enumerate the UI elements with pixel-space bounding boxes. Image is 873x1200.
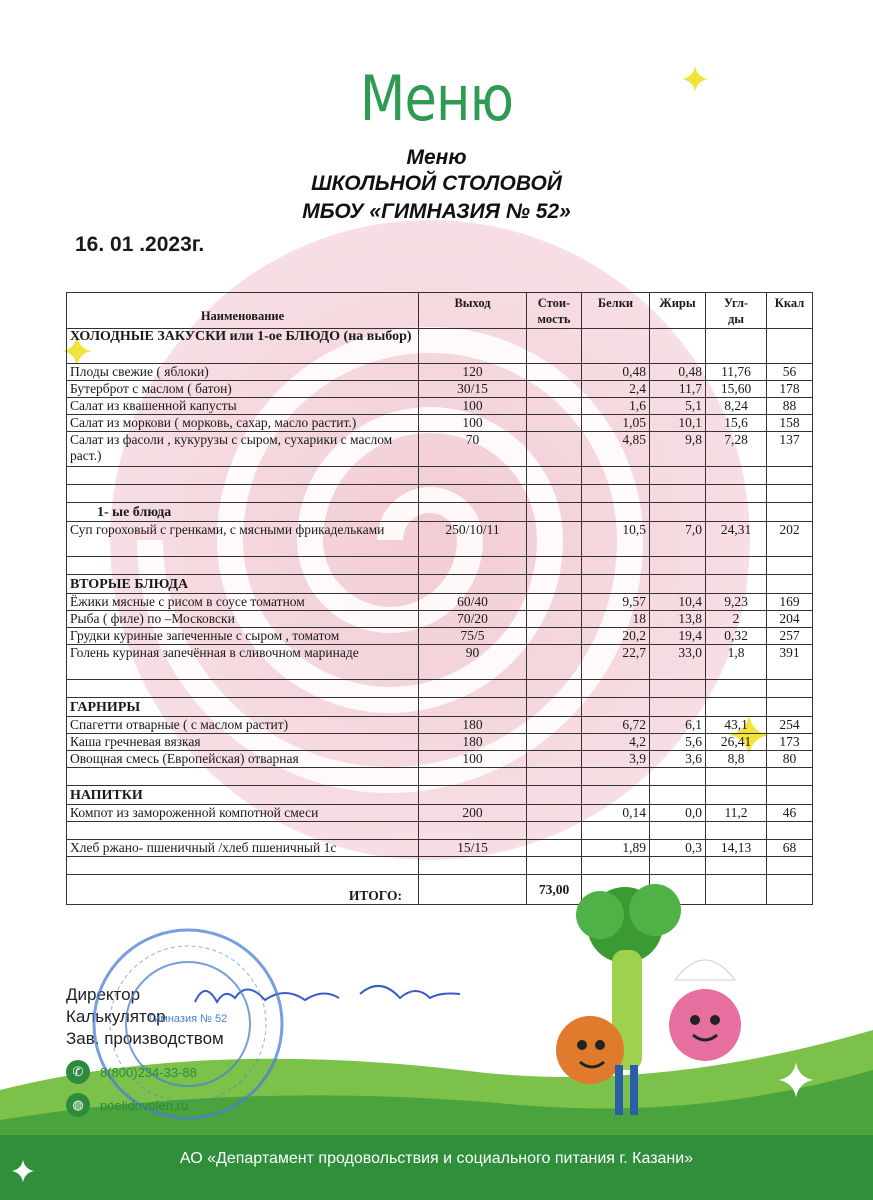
dish-kcal: 88 — [767, 398, 813, 415]
dish-output: 30/15 — [419, 381, 527, 398]
logo-title: Меню — [359, 62, 514, 135]
header-kcal: Ккал — [767, 293, 813, 329]
dish-protein: 4,2 — [582, 734, 650, 751]
label-manager: Зав. производством — [66, 1029, 224, 1048]
dish-kcal: 56 — [767, 364, 813, 381]
table-row — [67, 415, 813, 432]
dish-output: 250/10/11 — [419, 522, 527, 557]
table-row — [67, 398, 813, 415]
dish-output: 75/5 — [419, 628, 527, 645]
dish-output: 70/20 — [419, 611, 527, 628]
section-garnish: ГАРНИРЫ — [67, 698, 419, 717]
dish-fat: 0,3 — [650, 840, 706, 857]
dish-name: Хлеб ржано- пшеничный /хлеб пшеничный 1с — [67, 840, 419, 857]
dish-carb: 9,23 — [706, 594, 767, 611]
menu-table — [66, 292, 813, 905]
table-row — [67, 840, 813, 857]
dish-name: Плоды свежие ( яблоки) — [67, 364, 419, 381]
table-row — [67, 381, 813, 398]
dish-output: 100 — [419, 415, 527, 432]
section-first: 1- ые блюда — [67, 503, 419, 522]
label-director: Директор — [66, 985, 141, 1004]
dish-kcal: 202 — [767, 522, 813, 557]
dish-carb: 26,41 — [706, 734, 767, 751]
heading-mbou: МБОУ «ГИМНАЗИЯ № 52» — [302, 200, 571, 223]
section-row-garnish — [67, 698, 813, 717]
dish-fat: 10,4 — [650, 594, 706, 611]
website-link: poelidovolen.ru — [100, 1097, 189, 1113]
dish-protein: 1,89 — [582, 840, 650, 857]
phone-icon: ✆ — [66, 1060, 90, 1084]
dish-fat: 13,8 — [650, 611, 706, 628]
dish-output: 180 — [419, 717, 527, 734]
header-output: Выход — [419, 293, 527, 329]
dish-fat: 7,0 — [650, 522, 706, 557]
table-row — [67, 717, 813, 734]
dish-protein: 10,5 — [582, 522, 650, 557]
stamp-text: Гимназия № 52 — [148, 1013, 228, 1025]
dish-output: 180 — [419, 734, 527, 751]
dish-output: 90 — [419, 645, 527, 680]
dish-fat: 9,8 — [650, 432, 706, 467]
dish-fat: 19,4 — [650, 628, 706, 645]
dish-carb: 15,60 — [706, 381, 767, 398]
dish-kcal: 391 — [767, 645, 813, 680]
header-protein: Белки — [582, 293, 650, 329]
section-row-drinks — [67, 786, 813, 805]
dish-name: Ёжики мясные с рисом в соусе томатном — [67, 594, 419, 611]
dish-name: Суп гороховый с гренками, с мясными фрикадельками — [67, 522, 419, 557]
dish-protein: 6,72 — [582, 717, 650, 734]
section-row-cold — [67, 329, 813, 364]
dish-kcal: 68 — [767, 840, 813, 857]
table-row — [67, 432, 813, 467]
dish-kcal: 257 — [767, 628, 813, 645]
contact-website[interactable] — [66, 1093, 188, 1117]
dish-carb: 7,28 — [706, 432, 767, 467]
dish-output: 70 — [419, 432, 527, 467]
dish-protein: 1,05 — [582, 415, 650, 432]
dish-carb: 14,13 — [706, 840, 767, 857]
section-second: ВТОРЫЕ БЛЮДА — [67, 575, 419, 594]
dish-carb: 8,24 — [706, 398, 767, 415]
dish-fat: 10,1 — [650, 415, 706, 432]
dish-carb: 24,31 — [706, 522, 767, 557]
header-cost: Стои- мость — [527, 293, 582, 329]
sparkle-icon — [776, 1060, 816, 1100]
dish-carb: 43,1 — [706, 717, 767, 734]
header-fat: Жиры — [650, 293, 706, 329]
dish-kcal: 254 — [767, 717, 813, 734]
dish-kcal: 80 — [767, 751, 813, 768]
dish-output: 60/40 — [419, 594, 527, 611]
table-row — [67, 645, 813, 680]
dish-fat: 11,7 — [650, 381, 706, 398]
dish-name: Компот из замороженной компотной смеси — [67, 805, 419, 822]
dish-protein: 2,4 — [582, 381, 650, 398]
dish-protein: 0,48 — [582, 364, 650, 381]
table-row — [67, 611, 813, 628]
table-row — [67, 594, 813, 611]
department-name: АО «Департамент продовольствия и социального питания г. Казани» — [179, 1150, 694, 1167]
heading-menu: Меню — [406, 146, 467, 169]
section-row-second — [67, 575, 813, 594]
dish-fat: 0,48 — [650, 364, 706, 381]
dish-name: Салат из фасоли , кукурузы с сыром, сухарики с маслом раст.) — [67, 432, 419, 467]
table-row — [67, 805, 813, 822]
dish-carb: 2 — [706, 611, 767, 628]
total-label: ИТОГО: — [67, 875, 419, 905]
dish-name: Каша гречневая вязкая — [67, 734, 419, 751]
table-row — [67, 364, 813, 381]
dish-fat: 5,6 — [650, 734, 706, 751]
dish-fat: 6,1 — [650, 717, 706, 734]
dish-kcal: 204 — [767, 611, 813, 628]
contact-phone[interactable] — [66, 1060, 197, 1084]
dish-carb: 1,8 — [706, 645, 767, 680]
dish-carb: 0,32 — [706, 628, 767, 645]
dish-name: Спагетти отварные ( с маслом растит) — [67, 717, 419, 734]
dish-carb: 8,8 — [706, 751, 767, 768]
dish-protein: 3,9 — [582, 751, 650, 768]
dish-protein: 4,85 — [582, 432, 650, 467]
heading-school: ШКОЛЬНОЙ СТОЛОВОЙ — [311, 172, 562, 195]
vegetable-characters-illustration — [530, 880, 790, 1140]
table-row — [67, 522, 813, 557]
total-value: 73,00 — [527, 875, 582, 905]
dish-name: Салат из моркови ( морковь, сахар, масло растит.) — [67, 415, 419, 432]
dish-kcal: 178 — [767, 381, 813, 398]
dish-fat: 0,0 — [650, 805, 706, 822]
dish-carb: 11,76 — [706, 364, 767, 381]
table-row — [67, 751, 813, 768]
table-row — [67, 628, 813, 645]
dish-protein: 18 — [582, 611, 650, 628]
dish-name: Салат из квашенной капусты — [67, 398, 419, 415]
section-row-first — [67, 503, 813, 522]
globe-icon: ◍ — [66, 1093, 90, 1117]
dish-carb: 15,6 — [706, 415, 767, 432]
dish-output: 120 — [419, 364, 527, 381]
dish-protein: 22,7 — [582, 645, 650, 680]
header-carb: Угл- ды — [706, 293, 767, 329]
dish-protein: 20,2 — [582, 628, 650, 645]
dish-protein: 1,6 — [582, 398, 650, 415]
dish-output: 200 — [419, 805, 527, 822]
dish-name: Бутерброт с маслом ( батон) — [67, 381, 419, 398]
menu-date: 16. 01 .2023г. — [75, 233, 205, 256]
dish-output: 100 — [419, 398, 527, 415]
dish-name: Голень куриная запечённая в сливочном маринаде — [67, 645, 419, 680]
dish-protein: 9,57 — [582, 594, 650, 611]
label-calculator: Калькулятор — [66, 1007, 166, 1026]
table-row — [67, 734, 813, 751]
dish-kcal: 169 — [767, 594, 813, 611]
dish-output: 15/15 — [419, 840, 527, 857]
dish-output: 100 — [419, 751, 527, 768]
dish-kcal: 137 — [767, 432, 813, 467]
dish-protein: 0,14 — [582, 805, 650, 822]
dish-name: Рыба ( филе) по –Московски — [67, 611, 419, 628]
dish-name: Грудки куриные запеченные с сыром , томатом — [67, 628, 419, 645]
dish-carb: 11,2 — [706, 805, 767, 822]
dish-fat: 5,1 — [650, 398, 706, 415]
section-drinks: НАПИТКИ — [67, 786, 419, 805]
dish-fat: 33,0 — [650, 645, 706, 680]
dish-kcal: 46 — [767, 805, 813, 822]
section-cold: ХОЛОДНЫЕ ЗАКУСКИ или 1-ое БЛЮДО (на выбор) — [67, 329, 419, 364]
dish-name: Овощная смесь (Европейская) отварная — [67, 751, 419, 768]
dish-kcal: 158 — [767, 415, 813, 432]
phone-number: 8(800)234-33-88 — [100, 1064, 197, 1080]
header-name: Наименование — [67, 293, 419, 329]
dish-fat: 3,6 — [650, 751, 706, 768]
dish-kcal: 173 — [767, 734, 813, 751]
